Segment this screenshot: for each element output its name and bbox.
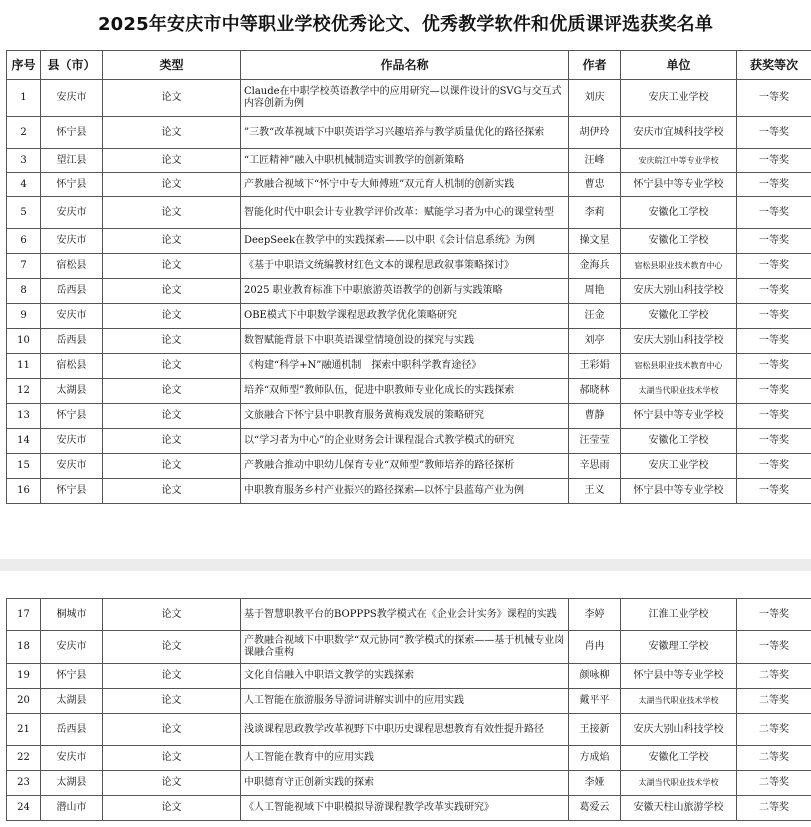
cell-county: 宿松县 <box>41 254 103 279</box>
header-no: 序号 <box>7 51 41 80</box>
cell-unit: 宿松县职业技术教育中心 <box>621 254 737 279</box>
cell-work: 数智赋能背景下中职英语课堂情境创设的探究与实践 <box>241 329 569 354</box>
cell-county: 岳西县 <box>41 279 103 304</box>
cell-work: 浅谈课程思政教学改革视野下中职历史课程思想教育有效性提升路径 <box>241 714 569 746</box>
header-unit: 单位 <box>621 51 737 80</box>
cell-award: 二等奖 <box>737 714 811 746</box>
cell-no: 14 <box>7 429 41 454</box>
cell-type: 论文 <box>103 329 241 354</box>
cell-county: 怀宁县 <box>41 479 103 504</box>
cell-type: 论文 <box>103 279 241 304</box>
table-row <box>7 197 811 229</box>
table-row <box>7 404 811 429</box>
cell-no: 20 <box>7 689 41 714</box>
header-work: 作品名称 <box>241 51 569 80</box>
cell-no: 16 <box>7 479 41 504</box>
cell-no: 15 <box>7 454 41 479</box>
cell-author: 王接新 <box>569 714 621 746</box>
cell-author: 曹忠 <box>569 173 621 197</box>
table-row <box>7 689 811 714</box>
cell-type: 论文 <box>103 229 241 254</box>
cell-type: 论文 <box>103 173 241 197</box>
cell-no: 11 <box>7 354 41 379</box>
cell-county: 安庆市 <box>41 304 103 329</box>
table-row <box>7 117 811 149</box>
cell-author: 王义 <box>569 479 621 504</box>
cell-work: 《基于中职语文统编教材红色文本的课程思政叙事策略探讨》 <box>241 254 569 279</box>
cell-award: 二等奖 <box>737 689 811 714</box>
cell-type: 论文 <box>103 454 241 479</box>
cell-award: 一等奖 <box>737 454 811 479</box>
cell-unit: 怀宁县中等专业学校 <box>621 173 737 197</box>
cell-no: 22 <box>7 746 41 771</box>
cell-county: 安庆市 <box>41 454 103 479</box>
table-row <box>7 229 811 254</box>
cell-no: 19 <box>7 664 41 689</box>
cell-award: 一等奖 <box>737 479 811 504</box>
header-type: 类型 <box>103 51 241 80</box>
cell-work: 智能化时代中职会计专业教学评价改革：赋能学习者为中心的课堂转型 <box>241 197 569 229</box>
cell-unit: 安徽化工学校 <box>621 746 737 771</box>
cell-county: 太湖县 <box>41 379 103 404</box>
cell-work: 产教融合视域下“怀宁中专大师傅班”双元育人机制的创新实践 <box>241 173 569 197</box>
cell-no: 13 <box>7 404 41 429</box>
cell-author: 汪莹莹 <box>569 429 621 454</box>
page-break <box>0 559 811 571</box>
cell-award: 一等奖 <box>737 304 811 329</box>
cell-author: 葛爱云 <box>569 796 621 821</box>
cell-author: 李婷 <box>569 599 621 631</box>
table-row <box>7 599 811 631</box>
cell-unit: 安徽化工学校 <box>621 197 737 229</box>
cell-unit: 安庆工业学校 <box>621 80 737 117</box>
cell-unit: 安庆大别山科技学校 <box>621 329 737 354</box>
cell-type: 论文 <box>103 664 241 689</box>
cell-work: 《构建“科学+N”融通机制 探索中职科学教育途径》 <box>241 354 569 379</box>
cell-no: 6 <box>7 229 41 254</box>
cell-unit: 安徽理工学校 <box>621 631 737 664</box>
cell-no: 2 <box>7 117 41 149</box>
cell-work: 基于智慧职教平台的BOPPPS教学模式在《企业会计实务》课程的实践 <box>241 599 569 631</box>
cell-work: 文旅融合下怀宁县中职教育服务黄梅戏发展的策略研究 <box>241 404 569 429</box>
cell-county: 怀宁县 <box>41 404 103 429</box>
cell-work: 中职教育服务乡村产业振兴的路径探索—以怀宁县蓝莓产业为例 <box>241 479 569 504</box>
table-row <box>7 173 811 197</box>
cell-unit: 安庆皖江中等专业学校 <box>621 149 737 173</box>
cell-type: 论文 <box>103 631 241 664</box>
cell-award: 一等奖 <box>737 279 811 304</box>
table-row <box>7 454 811 479</box>
cell-work: ”三教“改革视域下中职英语学习兴趣培养与教学质量优化的路径探索 <box>241 117 569 149</box>
cell-no: 3 <box>7 149 41 173</box>
cell-county: 安庆市 <box>41 197 103 229</box>
cell-type: 论文 <box>103 197 241 229</box>
cell-award: 一等奖 <box>737 229 811 254</box>
cell-unit: 安庆工业学校 <box>621 454 737 479</box>
table-row <box>7 379 811 404</box>
cell-county: 桐城市 <box>41 599 103 631</box>
cell-no: 4 <box>7 173 41 197</box>
cell-author: 胡伊玲 <box>569 117 621 149</box>
page-title: 2025年安庆市中等职业学校优秀论文、优秀教学软件和优质课评选获奖名单 <box>97 14 714 35</box>
cell-no: 23 <box>7 771 41 796</box>
cell-county: 怀宁县 <box>41 117 103 149</box>
cell-author: 周艳 <box>569 279 621 304</box>
cell-work: OBE模式下中职数学课程思政教学优化策略研究 <box>241 304 569 329</box>
cell-unit: 安徽天柱山旅游学校 <box>621 796 737 821</box>
cell-work: Claude在中职学校英语教学中的应用研究—以课件设计的SVG与交互式内容创新为例 <box>241 80 569 117</box>
table-row <box>7 254 811 279</box>
cell-work: 《人工智能视域下中职模拟导游课程教学改革实践研究》 <box>241 796 569 821</box>
cell-author: 肖冉 <box>569 631 621 664</box>
cell-county: 潜山市 <box>41 796 103 821</box>
cell-work: 人工智能在教育中的应用实践 <box>241 746 569 771</box>
cell-county: 安庆市 <box>41 429 103 454</box>
cell-unit: 太湖当代职业技术学校 <box>621 689 737 714</box>
cell-type: 论文 <box>103 771 241 796</box>
table-row <box>7 796 811 821</box>
cell-type: 论文 <box>103 479 241 504</box>
cell-no: 24 <box>7 796 41 821</box>
cell-no: 1 <box>7 80 41 117</box>
cell-award: 一等奖 <box>737 379 811 404</box>
cell-author: 郝晓林 <box>569 379 621 404</box>
cell-author: 操文星 <box>569 229 621 254</box>
cell-no: 5 <box>7 197 41 229</box>
cell-unit: 宿松县职业技术教育中心 <box>621 354 737 379</box>
cell-county: 安庆市 <box>41 631 103 664</box>
cell-work: 以“学习者为中心”的企业财务会计课程混合式教学模式的研究 <box>241 429 569 454</box>
cell-author: 颜咏柳 <box>569 664 621 689</box>
cell-author: 金海兵 <box>569 254 621 279</box>
cell-no: 18 <box>7 631 41 664</box>
table-row <box>7 479 811 504</box>
award-table-1 <box>6 50 811 504</box>
header-award: 获奖等次 <box>737 51 811 80</box>
cell-county: 怀宁县 <box>41 173 103 197</box>
cell-county: 岳西县 <box>41 714 103 746</box>
cell-type: 论文 <box>103 80 241 117</box>
cell-county: 安庆市 <box>41 80 103 117</box>
cell-award: 一等奖 <box>737 117 811 149</box>
table-row <box>7 714 811 746</box>
cell-work: 人工智能在旅游服务导游词讲解实训中的应用实践 <box>241 689 569 714</box>
cell-award: 一等奖 <box>737 80 811 117</box>
cell-unit: 怀宁县中等专业学校 <box>621 404 737 429</box>
cell-unit: 安庆大别山科技学校 <box>621 279 737 304</box>
cell-award: 二等奖 <box>737 771 811 796</box>
cell-unit: 怀宁县中等专业学校 <box>621 479 737 504</box>
cell-type: 论文 <box>103 404 241 429</box>
cell-type: 论文 <box>103 254 241 279</box>
cell-type: 论文 <box>103 149 241 173</box>
cell-author: 戴平平 <box>569 689 621 714</box>
cell-type: 论文 <box>103 599 241 631</box>
cell-award: 二等奖 <box>737 664 811 689</box>
table-row <box>7 149 811 173</box>
table-row <box>7 429 811 454</box>
cell-type: 论文 <box>103 379 241 404</box>
cell-unit: 安徽化工学校 <box>621 229 737 254</box>
header-author: 作者 <box>569 51 621 80</box>
cell-unit: 安徽化工学校 <box>621 304 737 329</box>
cell-award: 二等奖 <box>737 796 811 821</box>
cell-county: 岳西县 <box>41 329 103 354</box>
cell-county: 宿松县 <box>41 354 103 379</box>
cell-author: 李娅 <box>569 771 621 796</box>
cell-award: 一等奖 <box>737 254 811 279</box>
cell-award: 二等奖 <box>737 746 811 771</box>
cell-no: 10 <box>7 329 41 354</box>
cell-work: 中职德育守正创新实践的探索 <box>241 771 569 796</box>
cell-unit: 安庆大别山科技学校 <box>621 714 737 746</box>
cell-award: 一等奖 <box>737 429 811 454</box>
table-row <box>7 279 811 304</box>
cell-unit: 安徽化工学校 <box>621 429 737 454</box>
cell-unit: 安庆市宜城科技学校 <box>621 117 737 149</box>
cell-work: DeepSeek在教学中的实践探索——以中职《会计信息系统》为例 <box>241 229 569 254</box>
cell-type: 论文 <box>103 429 241 454</box>
cell-award: 一等奖 <box>737 329 811 354</box>
cell-author: 王彩娟 <box>569 354 621 379</box>
table-row <box>7 746 811 771</box>
cell-author: 汪金 <box>569 304 621 329</box>
table-row <box>7 80 811 117</box>
cell-author: 辛思雨 <box>569 454 621 479</box>
cell-county: 安庆市 <box>41 229 103 254</box>
cell-work: 培养“双师型”教师队伍，促进中职教师专业化成长的实践探索 <box>241 379 569 404</box>
cell-work: 产教融合推动中职幼儿保育专业“双师型”教师培养的路径探析 <box>241 454 569 479</box>
cell-county: 怀宁县 <box>41 664 103 689</box>
cell-award: 一等奖 <box>737 354 811 379</box>
cell-type: 论文 <box>103 746 241 771</box>
cell-no: 12 <box>7 379 41 404</box>
cell-award: 一等奖 <box>737 173 811 197</box>
cell-no: 21 <box>7 714 41 746</box>
header-county: 县（市） <box>41 51 103 80</box>
cell-no: 17 <box>7 599 41 631</box>
table-row <box>7 354 811 379</box>
cell-work: “工匠精神”融入中职机械制造实训教学的创新策略 <box>241 149 569 173</box>
table-row <box>7 329 811 354</box>
cell-unit: 太湖当代职业技术学校 <box>621 771 737 796</box>
cell-work: 产教融合视域下中职数学“双元协同”教学模式的探索——基于机械专业岗课融合重构 <box>241 631 569 664</box>
cell-no: 7 <box>7 254 41 279</box>
table-row <box>7 771 811 796</box>
cell-author: 刘亭 <box>569 329 621 354</box>
cell-type: 论文 <box>103 714 241 746</box>
award-table-2 <box>6 598 811 821</box>
cell-author: 李莉 <box>569 197 621 229</box>
cell-county: 太湖县 <box>41 771 103 796</box>
cell-type: 论文 <box>103 117 241 149</box>
cell-unit: 怀宁县中等专业学校 <box>621 664 737 689</box>
cell-unit: 太湖当代职业技术学校 <box>621 379 737 404</box>
cell-award: 一等奖 <box>737 197 811 229</box>
table-row <box>7 664 811 689</box>
cell-work: 2025 职业教育标准下中职旅游英语教学的创新与实践策略 <box>241 279 569 304</box>
cell-county: 太湖县 <box>41 689 103 714</box>
cell-county: 望江县 <box>41 149 103 173</box>
cell-author: 方成焰 <box>569 746 621 771</box>
cell-no: 8 <box>7 279 41 304</box>
cell-work: 文化自信融入中职语文教学的实践探索 <box>241 664 569 689</box>
cell-type: 论文 <box>103 304 241 329</box>
cell-type: 论文 <box>103 689 241 714</box>
cell-unit: 江淮工业学校 <box>621 599 737 631</box>
cell-award: 一等奖 <box>737 631 811 664</box>
cell-award: 一等奖 <box>737 404 811 429</box>
cell-award: 一等奖 <box>737 149 811 173</box>
cell-county: 安庆市 <box>41 746 103 771</box>
cell-author: 曹静 <box>569 404 621 429</box>
table-row <box>7 631 811 664</box>
cell-type: 论文 <box>103 354 241 379</box>
cell-author: 刘庆 <box>569 80 621 117</box>
cell-type: 论文 <box>103 796 241 821</box>
cell-author: 汪峰 <box>569 149 621 173</box>
cell-no: 9 <box>7 304 41 329</box>
table-row <box>7 304 811 329</box>
cell-award: 一等奖 <box>737 599 811 631</box>
table-header-row <box>7 51 811 80</box>
